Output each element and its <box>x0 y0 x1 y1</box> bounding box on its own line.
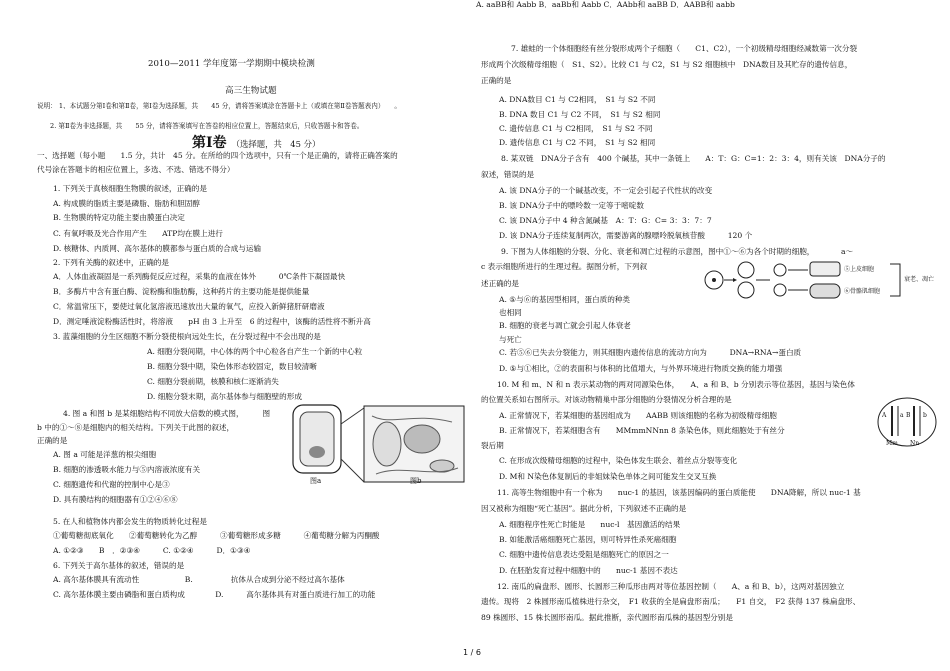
fig-a-label: 图a <box>310 477 322 485</box>
figure-q4 <box>292 404 469 486</box>
right-line: A. ⑤与⑥的基因型相同，蛋白质的种类 <box>499 295 631 304</box>
fig9-side-label: 衰老、凋亡 <box>904 276 935 283</box>
epithelial-cell <box>810 262 840 276</box>
fig10-A: A <box>882 412 887 419</box>
part1-title <box>192 132 320 152</box>
right-line: 形成两个次级精母细胞（ S1、S2）。比较 C1 与 C2，S1 与 S2 细胞核中 DNA数目及其贮存的遗传信息， <box>481 60 853 69</box>
figure-q9 <box>700 258 940 314</box>
right-line: 述正确的是 <box>481 279 519 288</box>
right-line: 8. 某双链 DNA分子含有 400 个碱基，其中一条链上 A：T：G：C=1：2：3：4，则有关该 DNA分子的 <box>501 154 886 163</box>
fig10-a: a <box>900 412 904 419</box>
right-line: B. 该 DNA分子中的嘌呤数一定等于嘧啶数 <box>499 201 644 210</box>
right-line: B. 正常情况下，若某细胞含有 MMmmNNnn 8 条染色体，则此细胞处于有丝分 <box>499 426 785 435</box>
right-line: 9. 下图为人体细胞的分裂、分化、衰老和凋亡过程的示意图，图中①～⑥为各个时期的细胞， a～ <box>501 247 854 256</box>
right-line: B. DNA 数目 C1 与 C2 不同， S1 与 S2 相同 <box>499 110 661 119</box>
right-line: 正确的是 <box>481 76 512 85</box>
left-line: B. 生物膜的特定功能主要由膜蛋白决定 <box>53 213 185 222</box>
left-line: C. 细胞分裂前期，核膜和核仁逐渐消失 <box>147 377 279 386</box>
left-line: 1. 下列关于真核细胞生物膜的叙述，正确的是 <box>53 184 207 193</box>
right-line: 12. 南瓜的扁盘形、圆形、长圆形三种瓜形由两对等位基因控制（ A、a 和 B、b），这两对基因独立 <box>497 582 845 591</box>
fig10-Nn: Nn <box>910 440 920 447</box>
cell-4 <box>774 284 786 296</box>
cell-outline <box>878 398 936 446</box>
right-line: 遗传。现将 2 株圆形南瓜植株进行杂交， F1 收获的全是扁盘形南瓜； F1 自交， F2 获得 137 株扁盘形、 <box>481 597 861 606</box>
right-line: A. aaBB和 Aabb B．aaBb和 Aabb C．AAbb和 aaBB D．AABB和 aabb <box>476 0 735 9</box>
fig9-label-1: ⑤上皮细胞 <box>844 266 875 273</box>
cell-diagram <box>292 404 469 486</box>
left-line: ①葡萄糖彻底氧化 ②葡萄糖转化为乙醇 ③葡萄糖形成多糖 ④葡萄糖分解为丙酮酸 <box>53 531 380 540</box>
right-line: A. 该 DNA分子的一个碱基改变，不一定会引起子代性状的改变 <box>499 186 713 195</box>
left-line: C. 有氧呼吸及光合作用产生 ATP均在膜上进行 <box>53 229 223 238</box>
left-line: D．测定唾液淀粉酶活性时，将溶液 pH 由 3 上升至 6 的过程中，该酶的活性将不断升高 <box>53 317 371 326</box>
right-line: 因又被称为细胞“死亡基因”。据此分析，下列叙述不正确的是 <box>481 504 687 513</box>
left-line: A．人体血液凝固是一系列酶促反应过程，采集的血液在体外 0℃条件下凝固最快 <box>53 272 346 281</box>
right-line: B. 细胞的衰老与凋亡就会引起人体衰老 <box>499 321 631 330</box>
right-line: A. 细胞程序性死亡时能是 nuc-l 基因激活的结果 <box>499 520 681 529</box>
left-line: 6. 下列关于高尔基体的叙述，错误的是 <box>53 561 185 570</box>
right-line: 叙述，错误的是 <box>481 170 535 179</box>
right-line: 7. 雄蛙的一个体细胞经有丝分裂形成两个子细胞（ C1、C2），一个初级精母细胞经减数第一次分裂 <box>511 44 858 53</box>
left-line: D. 核糖体、内质网、高尔基体的膜都参与蛋白质的合成与运输 <box>53 244 262 253</box>
right-line: D. 在胚胎发育过程中细胞中的 nuc-1 基因不表达 <box>499 566 678 575</box>
right-line: B. 如能激活癌细胞死亡基因，则可特异性杀死癌细胞 <box>499 535 677 544</box>
left-line: C．常温常压下，要使过氧化氢溶液迅速放出大量的氧气，应投入新鲜猪肝研磨液 <box>53 302 325 311</box>
left-line: 代号涂在答题卡的相应位置上，多选、不选、错选不得分） <box>37 165 235 174</box>
organelle-b1 <box>373 422 401 466</box>
left-line: B．多酶片中含有蛋白酶、淀粉酶和脂肪酶，这种药片的主要功能是提供能量 <box>53 287 310 296</box>
left-line: A. 图 a 可能是洋葱的根尖细胞 <box>53 450 157 459</box>
fig-b-label: 图b <box>410 477 422 485</box>
left-line: C. 高尔基体膜主要由磷脂和蛋白质构成 D. 高尔基体具有对蛋白质进行加工的功能 <box>53 590 376 599</box>
right-line: D. 遗传信息 C1 与 C2 不同， S1 与 S2 相同 <box>499 138 656 147</box>
right-line: c 表示细胞所进行的生理过程。据图分析，下列叙 <box>481 262 648 271</box>
note-2: 2. 第Ⅱ卷为非选择题，共 55 分，请将答案填写在答卷的相应位置上，答题结束后，只收答题卡和答卷。 <box>50 122 364 130</box>
left-line: 3. 蓝藻细胞的分生区细胞不断分裂使根向远处生长，在分裂过程中不会出现的是 <box>53 332 321 341</box>
cell-2b <box>738 282 754 298</box>
left-line: A. 高尔基体膜具有流动性 B. 抗体从合成到分泌不经过高尔基体 <box>53 575 345 584</box>
right-line: 也相同 <box>499 308 522 317</box>
left-line: A. ①②③ B ．②③④ C. ①②④ D．①③④ <box>53 546 251 555</box>
left-line: 5. 在人和植物体内都会发生的物质转化过程是 <box>53 517 207 526</box>
left-line: D. 具有膜结构的细胞器有①②④⑥⑧ <box>53 495 178 504</box>
left-line: A. 构成膜的脂质主要是磷脂、脂肪和胆固醇 <box>53 199 200 208</box>
fig10-Mm: Mm <box>886 440 898 447</box>
right-line: 10. M 和 m、N 和 n 表示某动物的两对同源染色体， A、a 和 B、b 分别表示等位基因，基因与染色体 <box>497 380 855 389</box>
cell-2a <box>738 262 754 278</box>
muscle-cell <box>810 284 840 298</box>
right-line: 11. 高等生物细胞中有一个称为 nuc-1 的基因，该基因编码的蛋白质能使 DNA降解，所以 nuc-1 基 <box>497 488 861 497</box>
right-line: 裂后期 <box>481 441 504 450</box>
right-line: A. 正常情况下，若某细胞的基因组成为 AABB 则该细胞的名称为初级精母细胞 <box>499 411 777 420</box>
right-line: 的位置关系如右图所示。对该动物精巢中部分细胞的分裂情况分析合理的是 <box>481 395 732 404</box>
left-line: B. 细胞分裂中期，染色体形态较固定，数目较清晰 <box>147 362 317 371</box>
right-line: D. M和 N染色体复制后的非姐妹染色单体之间可能发生交叉互换 <box>499 472 717 481</box>
right-line: D. ⑤与①相比，②的表面积与体积的比值增大，与外界环境进行物质交换的能力增强 <box>499 364 783 373</box>
figure-q10 <box>876 396 938 452</box>
left-line: 4. 图 a 和图 b 是某细胞结构不同放大倍数的模式图， 图 <box>63 409 271 418</box>
right-line: C. 该 DNA分子中 4 种含氮碱基 A：T：G：C= 3：3：7：7 <box>499 216 712 225</box>
right-line: C. 细胞中遗传信息表达受阻是细胞死亡的原因之一 <box>499 550 669 559</box>
right-line: 89 株圆形、15 株长圆形南瓜。据此推断，亲代圆形南瓜株的基因型分别是 <box>481 613 733 622</box>
page-number: 1 / 6 <box>463 648 481 657</box>
right-line: A. DNA数目 C1 与 C2相同， S1 与 S2 不同 <box>499 95 656 104</box>
cell-lifecycle-diagram <box>700 258 940 314</box>
left-line: 正确的是 <box>37 436 68 445</box>
part1-heading: 第Ⅰ卷 <box>192 135 227 151</box>
left-line: B. 细胞的渗透吸水能力与⑤内溶液浓度有关 <box>53 465 201 474</box>
nucleus-a <box>309 446 325 458</box>
fig10-b: b <box>923 412 927 419</box>
exam-subtitle: 高三生物试题 <box>225 86 277 96</box>
fig9-label-2: ⑥骨骼肌细胞 <box>844 288 881 295</box>
right-line: C. 在形成次级精母细胞的过程中，染色体发生联会、着丝点分裂等变化 <box>499 456 738 465</box>
left-line: 一、选择题（每小题 1.5 分，共计 45 分。在所给的四个选项中，只有一个是正确的，请将正确答案的 <box>37 151 398 160</box>
right-line: D. 该 DNA分子连续复制两次，需要游离的腺嘌呤脱氧核苷酸 120 个 <box>499 231 753 240</box>
nucleus-b <box>404 425 440 453</box>
note-1: 说明： 1、本试题分第Ⅰ卷和第Ⅱ卷，第Ⅰ卷为选择题，共 45 分，请将答案填涂在答题卡上（或填在第Ⅱ卷答题表内） 。 <box>37 102 401 110</box>
fig10-B: B <box>906 412 911 419</box>
exam-title: 2010—2011 学年度第一学期期中模块检测 <box>148 59 315 69</box>
right-line: 与死亡 <box>499 335 522 344</box>
left-line: b 中的①～⑧是细胞内的相关结构。下列关于此图的叙述， <box>37 423 235 432</box>
left-line: A. 细胞分裂间期，中心体的两个中心粒各自产生一个新的中心粒 <box>147 347 363 356</box>
left-line: D. 细胞分裂末期，高尔基体参与细胞壁的形成 <box>147 392 302 401</box>
left-line: C. 细胞遗传和代谢的控制中心是③ <box>53 480 170 489</box>
part1-subheading: （选择题，共 45 分） <box>231 139 321 149</box>
cell-3 <box>774 264 786 276</box>
right-line: C. 若⑤⑥已失去分裂能力，则其细胞内遗传信息的流动方向为 DNA→RNA→蛋白质 <box>499 348 802 357</box>
left-line: 2. 下列有关酶的叙述中，正确的是 <box>53 258 169 267</box>
right-line: C. 遗传信息 C1 与 C2相同， S1 与 S2 不同 <box>499 124 653 133</box>
